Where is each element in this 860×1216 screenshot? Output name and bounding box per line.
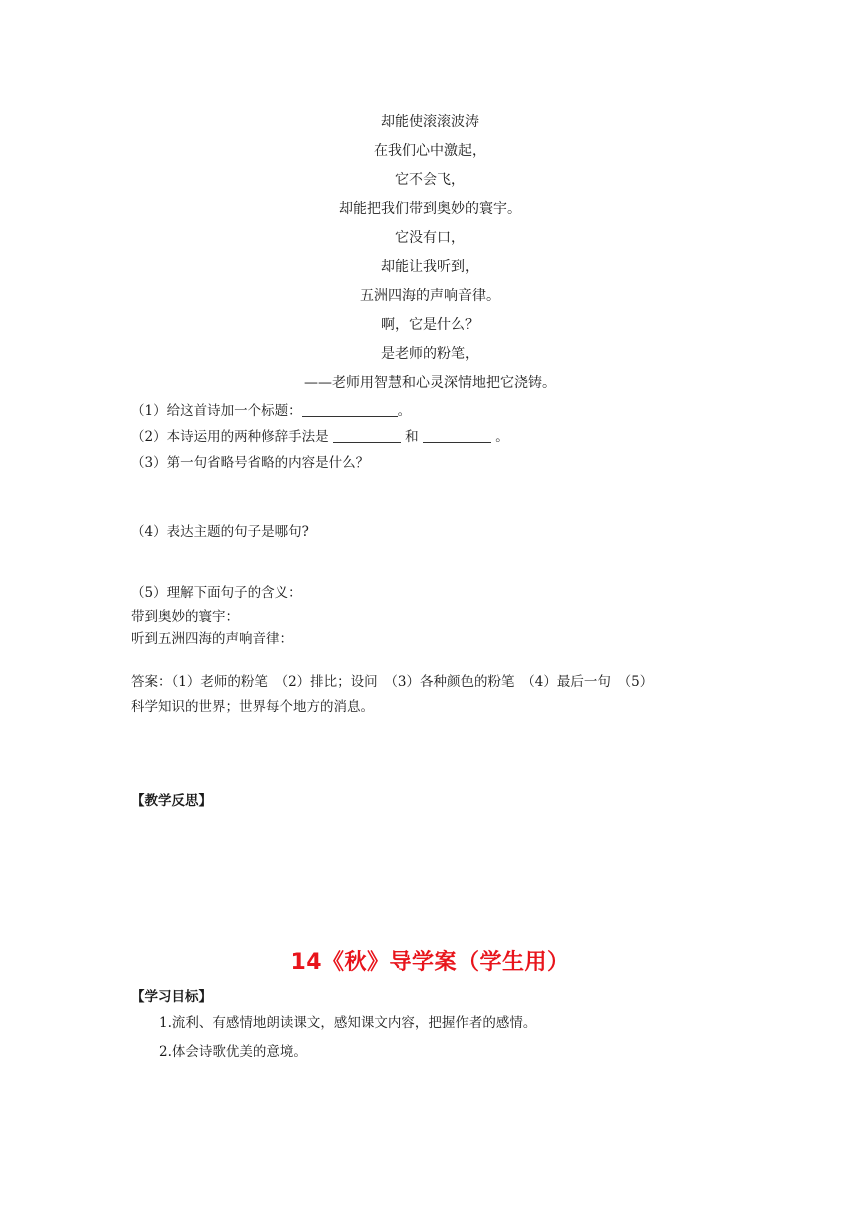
answer-line-2: 科学知识的世界；世界每个地方的消息。 xyxy=(131,699,374,715)
objective-item: 2.体会诗歌优美的意境。 xyxy=(159,1044,307,1060)
poem xyxy=(0,108,860,398)
question-1 xyxy=(131,398,751,424)
answer-line-1: 答案：（1）老师的粉笔 （2）排比；设问 （3）各种颜色的粉笔 （4）最后一句 （5） xyxy=(131,674,654,690)
questions-section xyxy=(131,398,751,720)
poem-line: 啊，它是什么？ xyxy=(381,317,479,333)
poem-line: 是老师的粉笔， xyxy=(381,346,479,362)
teaching-reflection-heading: 【教学反思】 xyxy=(131,793,212,809)
poem-line: 它没有口， xyxy=(395,230,465,246)
rhetoric-blank-1[interactable] xyxy=(333,426,401,443)
question-5: （5）理解下面句子的含义： xyxy=(131,585,302,601)
question-1-suffix: 。 xyxy=(397,403,412,419)
question-5-sub-2: 听到五洲四海的声响音律： xyxy=(131,631,293,647)
objective-item: 1.流利、有感情地朗读课文，感知课文内容，把握作者的感情。 xyxy=(159,1015,537,1031)
answer-block xyxy=(131,670,751,720)
poem-line: 在我们心中激起， xyxy=(374,143,486,159)
question-3: （3）第一句省略号省略的内容是什么？ xyxy=(131,455,370,471)
question-2-and: 和 xyxy=(400,429,423,445)
question-2-suffix: 。 xyxy=(490,429,509,445)
learning-objectives xyxy=(131,985,536,1067)
poem-line: 却能使滚滚波涛 xyxy=(381,114,479,130)
rhetoric-blank-2[interactable] xyxy=(423,426,491,443)
question-2-text: （2）本诗运用的两种修辞手法是 xyxy=(131,429,333,445)
poem-line: 它不会飞， xyxy=(395,172,465,188)
poem-line: ——老师用智慧和心灵深情地把它浇铸。 xyxy=(304,375,556,391)
poem-line: 却能让我听到， xyxy=(381,259,479,275)
title-blank[interactable] xyxy=(302,400,398,417)
objectives-label: 【学习目标】 xyxy=(131,989,212,1005)
question-1-text: （1）给这首诗加一个标题： xyxy=(131,403,302,419)
poem-line: 却能把我们带到奥妙的寰宇。 xyxy=(339,201,521,217)
lesson-title: 14《秋》导学案（学生用） xyxy=(290,950,570,975)
question-2 xyxy=(131,424,751,450)
poem-line: 五洲四海的声响音律。 xyxy=(360,288,500,304)
question-5-sub-1: 带到奥妙的寰宇： xyxy=(131,609,239,625)
question-4: （4）表达主题的句子是哪句? xyxy=(131,524,309,540)
